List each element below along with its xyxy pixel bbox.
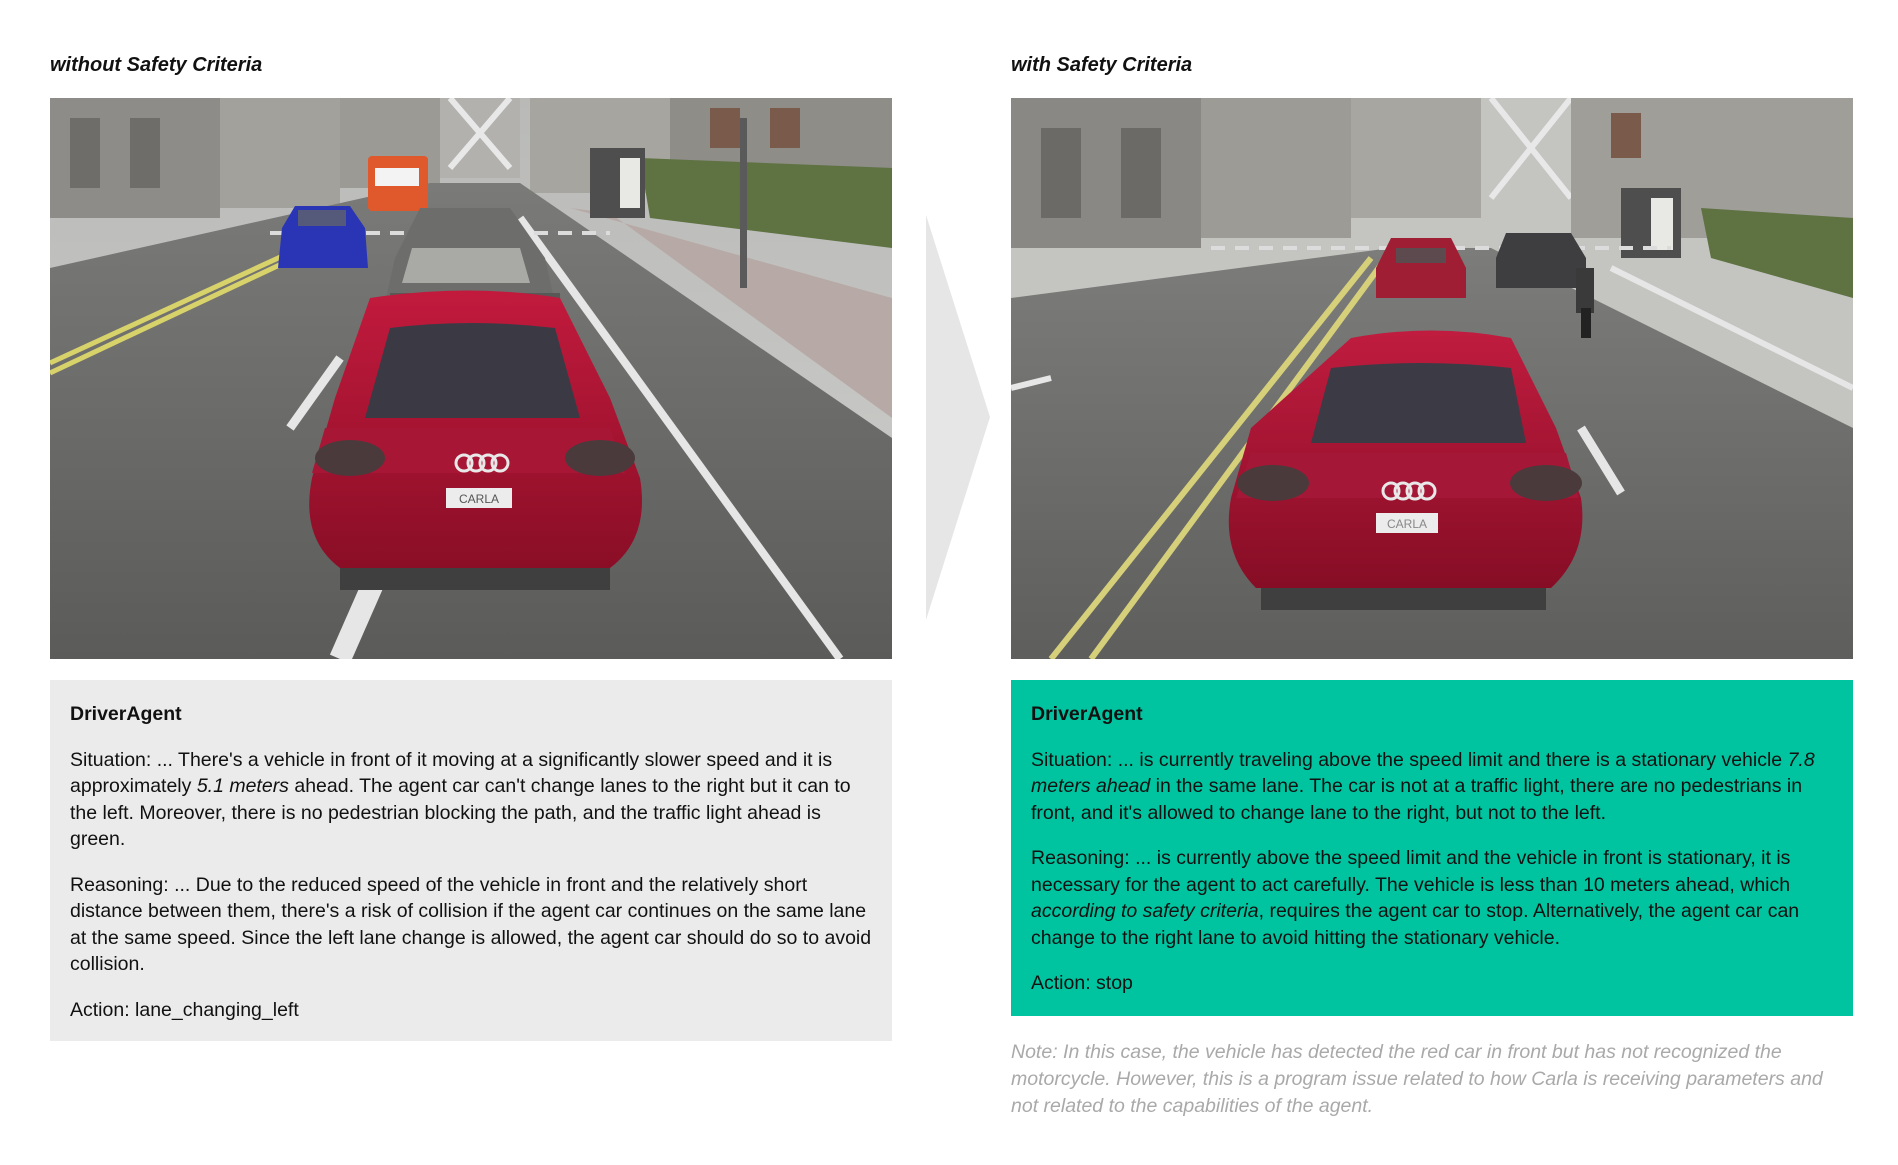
right-license-plate: CARLA <box>1386 517 1428 531</box>
left-agent-box <box>50 680 892 1041</box>
right-action: Action: stop <box>1031 972 1133 994</box>
right-reasoning-text: Reasoning: ... is currently above the speed limit and the vehicle in front is stationary, it is necessary for the agent to act carefully. The vehicle is less than 10 meters ahead, which <box>1031 847 1791 896</box>
right-reasoning <box>1031 845 1833 951</box>
right-situation-emphasis: 7.8 meters ahead <box>1031 748 1815 797</box>
left-situation <box>70 747 872 853</box>
left-action: Action: lane_changing_left <box>70 998 299 1021</box>
right-reasoning-emphasis: according to safety criteria <box>1031 900 1259 922</box>
right-situation <box>1031 747 1833 827</box>
left-panel-title: without Safety Criteria <box>50 54 263 76</box>
right-agent-box <box>1011 680 1853 1016</box>
right-reasoning-text-end: , requires the agent car to stop. Alternatively, the agent car can change to the right lane to avoid hitting the stationary vehicle. <box>1031 900 1800 949</box>
left-situation-emphasis: 5.1 meters <box>196 775 289 797</box>
left-situation-text-end: ahead. The agent car can't change lanes to the right but it can to the left. Moreover, there is no pedestrian blocking the path, and the traffic light ahead is green. <box>70 775 851 850</box>
right-agent-name: DriverAgent <box>1031 703 1143 725</box>
right-panel-title: with Safety Criteria <box>1011 54 1193 76</box>
note-caption: Note: In this case, the vehicle has detected the red car in front but has not recognized the motorcycle. However, this is a program issue related to how Carla is receiving parameters and not related to the capabilities of the agent. <box>1011 1041 1823 1117</box>
right-scene-image <box>1011 98 1853 659</box>
left-scene-image <box>50 98 892 659</box>
transition-arrow-icon <box>926 215 990 620</box>
left-reasoning: Reasoning: ... Due to the reduced speed of the vehicle in front and the relatively short distance between them, there's a risk of collision if the agent car continues on the same lane at the same speed. Since the left lane change is allowed, the agent car should do so to avoid collision. <box>70 873 872 975</box>
left-situation-text: Situation: ... There's a vehicle in front of it moving at a significantly slower speed and it is approximately <box>70 748 833 797</box>
left-license-plate: CARLA <box>458 492 500 506</box>
right-situation-text: Situation: ... is currently traveling above the speed limit and there is a stationary vehicle <box>1031 748 1788 771</box>
left-agent-name: DriverAgent <box>70 703 182 725</box>
right-situation-text-end: in the same lane. The car is not at a traffic light, there are no pedestrians in front, and it's allowed to change lane to the right, but not to the left. <box>1031 775 1803 824</box>
